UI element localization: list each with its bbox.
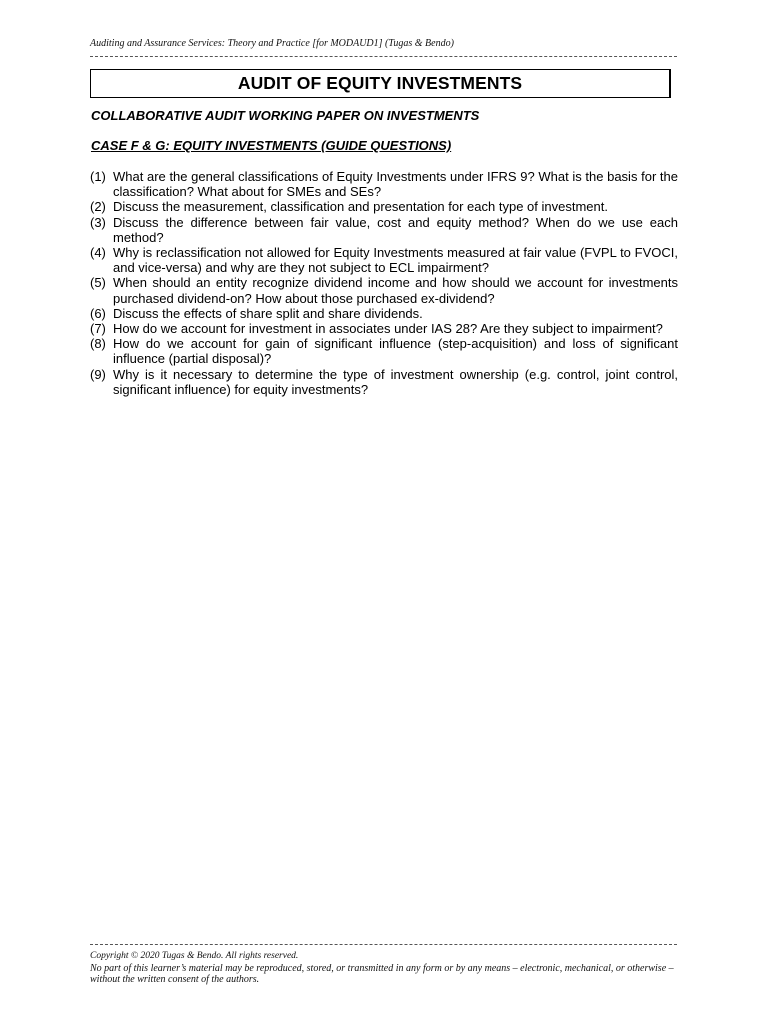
footer-divider [90,944,677,945]
question-text: How do we account for gain of significant influence (step-acquisition) and loss of significant influence (partial disposal)? [113,336,678,367]
question-item [90,275,678,305]
question-text: When should an entity recognize dividend income and how should we account for investments purchased dividend-on? How about those purchased ex-dividend? [113,275,678,306]
question-item [90,336,678,366]
question-item [90,199,678,214]
question-text: How do we account for investment in associates under IAS 28? Are they subject to impairment? [113,321,663,337]
copyright-line: Copyright © 2020 Tugas & Bendo. All rights reserved. [90,951,299,961]
case-heading: CASE F & G: EQUITY INVESTMENTS (GUIDE QUESTIONS) [91,138,452,153]
question-item [90,367,678,397]
question-number: (5) [90,275,106,291]
question-item [90,245,678,275]
question-item [90,321,678,336]
page-footer [90,951,677,986]
question-text: Discuss the difference between fair value, cost and equity method? When do we use each method? [113,214,678,245]
question-number: (9) [90,366,106,382]
document-subtitle: COLLABORATIVE AUDIT WORKING PAPER ON INVESTMENTS [91,108,480,123]
question-number: (7) [90,321,106,337]
question-number: (2) [90,199,106,215]
question-number: (6) [90,305,106,321]
question-item [90,306,678,321]
question-text: Discuss the effects of share split and share dividends. [113,305,423,321]
question-number: (3) [90,214,106,230]
page-title: AUDIT OF EQUITY INVESTMENTS [237,73,523,93]
question-item [90,169,678,199]
question-text: Discuss the measurement, classification and presentation for each type of investment. [113,199,608,215]
title-box [90,69,671,98]
question-text: Why is it necessary to determine the type of investment ownership (e.g. control, joint control, significant influence) for equity investments? [113,366,678,397]
question-text: Why is reclassification not allowed for Equity Investments measured at fair value (FVPL to FVOCI, and vice-versa) and why are they not subject to ECL impairment? [113,245,678,276]
header-divider [90,56,677,57]
running-header: Auditing and Assurance Services: Theory and Practice [for MODAUD1] (Tugas & Bendo) [90,38,454,49]
question-text: What are the general classifications of Equity Investments under IFRS 9? What is the basis for the classification? What about for SMEs and SEs? [113,169,678,200]
guide-questions-list [90,169,678,397]
question-number: (4) [90,245,106,261]
question-number: (8) [90,336,106,352]
question-number: (1) [90,169,106,184]
rights-notice: No part of this learner’s material may be reproduced, stored, or transmitted in any form or by any means – electronic, mechanical, or otherwise – without the written consent of the authors. [90,962,674,985]
question-item [90,215,678,245]
